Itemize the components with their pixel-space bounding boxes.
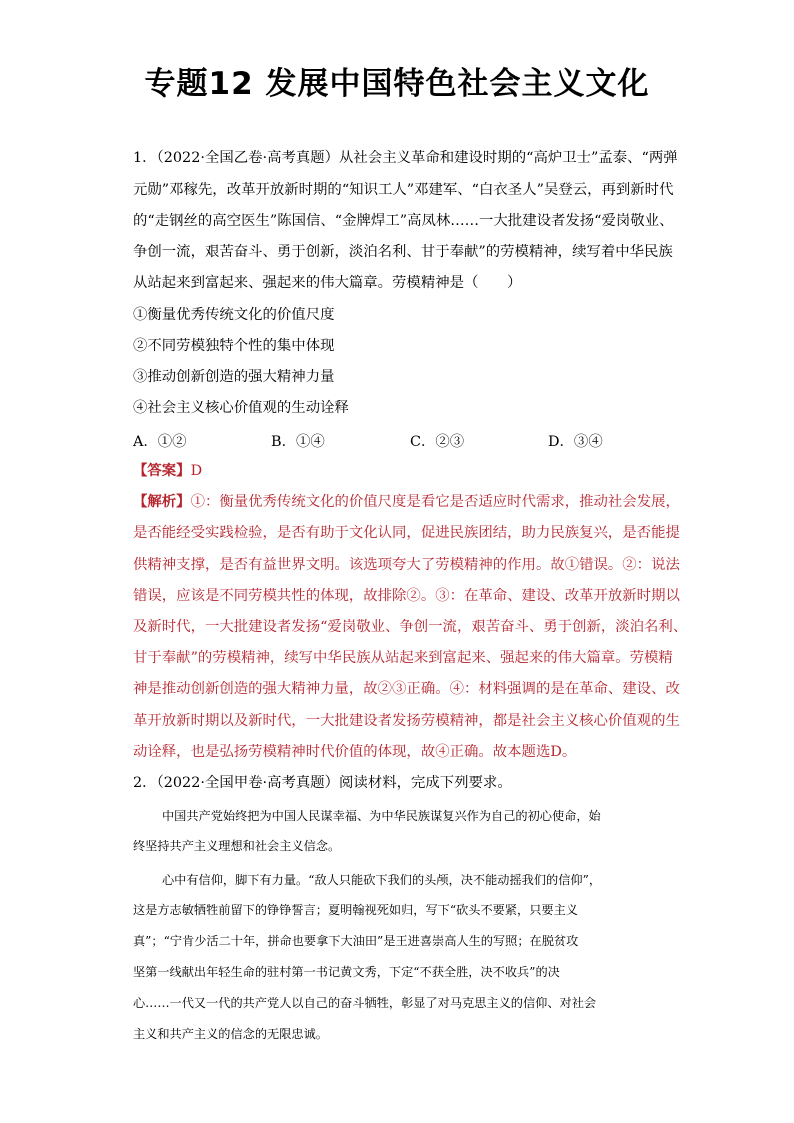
- q1-stem-line-4: 争创一流，艰苦奋斗、勇于创新，淡泊名利、甘于奉献”的劳模精神，续写着中华民族: [133, 244, 673, 260]
- q1-analysis-line-4: 错误，应该是不同劳模共性的体现，故排除②。③：在革命、建设、改革开放新时期以: [133, 588, 680, 604]
- q2-material-line-3: 心中有信仰，脚下有力量。“敌人只能砍下我们的头颅，决不能动摇我们的信仰”，: [162, 873, 602, 887]
- q1-options: [133, 430, 673, 450]
- analysis-label: 【解析】: [133, 493, 191, 510]
- q2-material-line-7: 心……一代又一代的共产党人以自己的奋斗牺牲，彰显了对马克思主义的信仰、对社会: [133, 996, 597, 1010]
- q1-option-c: C．②③: [410, 434, 465, 450]
- answer-label: 【答案】: [133, 462, 191, 479]
- q1-analysis-line-2: 是否能经受实践检验，是否有助于文化认同，促进民族团结，助力民族复兴，是否能提: [133, 525, 680, 541]
- q1-stem-line-1: 1．（2022·全国乙卷·高考真题）从社会主义革命和建设时期的“高炉卫士”孟泰、“两弹: [133, 150, 678, 166]
- q1-answer: [133, 461, 673, 481]
- q1-statement-2: ②不同劳模独特个性的集中体现: [133, 338, 335, 354]
- q2-material-line-4: 这是方志敏牺牲前留下的铮铮誓言；夏明翰视死如归，写下“砍头不要紧，只要主义: [133, 903, 578, 917]
- q2-material-line-5: 真”；“宁肯少活二十年，拼命也要拿下大油田”是王进喜崇高人生的写照；在脱贫攻: [133, 934, 579, 948]
- q2-material-line-1: 中国共产党始终把为中国人民谋幸福、为中华民族谋复兴作为自己的初心使命，始: [162, 809, 601, 823]
- answer-value: D: [190, 463, 203, 479]
- q1-analysis-line-9: 动诠释，也是弘扬劳模精神时代价值的体现，故④正确。故本题选D。: [133, 744, 577, 760]
- q1-stem-line-2: 元勋”邓稼先，改革开放新时期的“知识工人”邓建军、“白衣圣人”吴登云，再到新时代: [133, 182, 674, 198]
- q1-statement-4: ④社会主义核心价值观的生动诠释: [133, 400, 349, 416]
- q1-analysis-line-3: 供精神支撑，是否有益世界文明。该选项夸大了劳模精神的作用。故①错误。②：说法: [133, 557, 680, 573]
- analysis-text-1: ①：衡量优秀传统文化的价值尺度是看它是否适应时代需求，推动社会发展，: [190, 494, 680, 510]
- q2-material-line-6: 坚第一线献出年轻生命的驻村第一书记黄文秀，下定“不获全胜，决不收兵”的决: [133, 965, 560, 979]
- q1-stem-line-3: 的“走钢丝的高空医生”陈国信、“金牌焊工”高凤林……一大批建设者发扬“爱岗敬业、: [133, 213, 674, 229]
- q1-statement-3: ③推动创新创造的强大精神力量: [133, 369, 335, 385]
- page-title: 专题12 发展中国特色社会主义文化: [144, 66, 650, 102]
- q1-analysis-line-6: 甘于奉献”的劳模精神，续写中华民族从站起来到富起来、强起来的伟大篇章。劳模精: [133, 650, 673, 666]
- q2-header: 2．（2022·全国甲卷·高考真题）阅读材料，完成下列要求。: [133, 775, 512, 791]
- q2-material-line-2: 终坚持共产主义理想和社会主义信念。: [133, 839, 341, 853]
- q1-option-d: D．③④: [548, 434, 603, 450]
- q1-stem-line-5: 从站起来到富起来、强起来的伟大篇章。劳模精神是（ ）: [133, 275, 522, 291]
- q2-material-line-8: 主义和共产主义的信念的无限忠诚。: [133, 1027, 328, 1041]
- q1-statement-1: ①衡量优秀传统文化的价值尺度: [133, 307, 335, 323]
- q1-analysis-line-8: 革开放新时期以及新时代，一大批建设者发扬劳模精神，都是社会主义核心价值观的生: [133, 713, 680, 729]
- q1-analysis-line-7: 神是推动创新创造的强大精神力量，故②③正确。④：材料强调的是在革命、建设、改: [133, 681, 680, 697]
- q1-option-a: A．①②: [133, 434, 187, 450]
- q1-analysis-line-5: 及新时代，一大批建设者发扬“爱岗敬业、争创一流，艰苦奋斗、勇于创新，淡泊名利、: [133, 619, 688, 635]
- q1-analysis-line-1: [133, 492, 680, 512]
- q1-option-b: B．①④: [271, 434, 325, 450]
